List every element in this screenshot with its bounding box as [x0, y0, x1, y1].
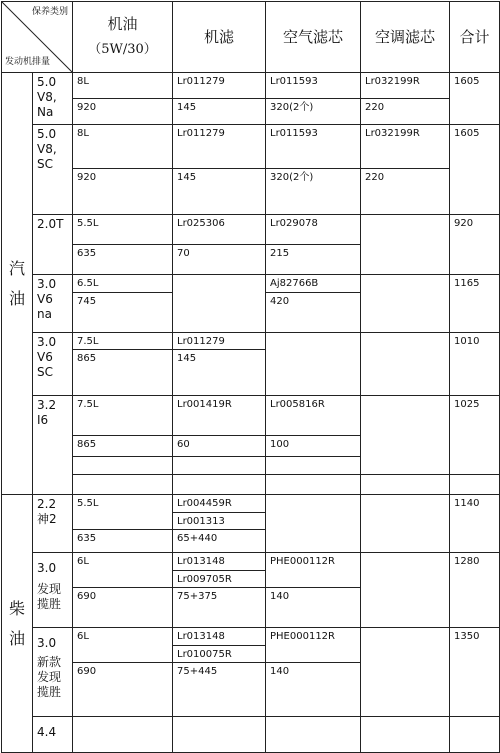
oil-price-cell: 865: [73, 350, 173, 396]
oil-cell: 8L: [73, 73, 173, 99]
table-row: [2, 396, 500, 436]
oil-filter-cell: Lr001419R: [173, 396, 266, 436]
ac-filter-cell: [361, 495, 450, 553]
header-corner-cell: [2, 2, 73, 73]
oil-filter-cell: Lr011279: [173, 73, 266, 99]
oil-cell: 6.5L: [73, 275, 173, 293]
oil-price-cell: 635: [73, 530, 173, 553]
engine-line: 3.0: [37, 277, 57, 291]
air-filter-cell: Lr011593: [266, 125, 361, 169]
header-oil: [73, 2, 173, 73]
engine-line: 3.0: [37, 561, 57, 575]
oil-filter-cell: Lr011279: [173, 333, 266, 350]
engine-line: 新款: [37, 655, 62, 669]
oil-filter-cell: [173, 275, 266, 333]
ac-filter-price-cell: 220: [361, 169, 450, 215]
ac-filter-cell: Lr032199R: [361, 73, 450, 99]
oil-cell: 7.5L: [73, 396, 173, 436]
table-row: [2, 125, 500, 169]
oil-filter-cell: Lr010075R: [173, 646, 266, 663]
fuel-gasoline-cell: [2, 73, 33, 495]
total-cell: 1605: [450, 125, 500, 215]
engine-line: 5.0: [37, 75, 57, 89]
header-oil-filter: 机滤: [173, 2, 266, 73]
ac-filter-cell: [361, 553, 450, 628]
oil-filter-cell: Lr004459R: [173, 495, 266, 513]
oil-filter-price-cell: 145: [173, 350, 266, 396]
engine-line: 5.0: [37, 127, 57, 141]
table-row: [2, 73, 500, 99]
parts-price-sheet: [0, 1, 500, 753]
oil-price-cell: 635: [73, 245, 173, 275]
table-row: [2, 495, 500, 513]
air-filter-cell: [266, 333, 361, 396]
fuel-diesel-char-2: 油: [8, 628, 25, 648]
engine-line: V6: [37, 350, 53, 364]
air-filter-cell: [266, 495, 361, 553]
engine-line: I6: [37, 413, 49, 427]
corner-top-label: 保养类别: [31, 7, 68, 17]
table-row: [2, 717, 500, 753]
total-cell: 1025: [450, 396, 500, 475]
engine-line: 发现: [37, 670, 62, 684]
engine-cell: [33, 495, 73, 553]
oil-price-cell: 865: [73, 436, 173, 457]
table-row: [2, 628, 500, 646]
table-row: [2, 275, 500, 293]
engine-line: SC: [37, 365, 53, 379]
table-row: [2, 99, 500, 125]
engine-cell: [33, 275, 73, 333]
empty-cell: [173, 717, 266, 753]
engine-line: 神2: [37, 512, 57, 526]
oil-price-cell: 920: [73, 99, 173, 125]
ac-filter-cell: [361, 275, 450, 333]
ac-filter-cell: Lr032199R: [361, 125, 450, 169]
empty-cell: [73, 717, 173, 753]
oil-filter-price-cell: 70: [173, 245, 266, 275]
total-cell: 1165: [450, 275, 500, 333]
table-row: [2, 215, 500, 245]
oil-filter-cell: Lr013148: [173, 628, 266, 646]
engine-line: SC: [37, 157, 53, 171]
air-filter-cell: PHE000112R: [266, 553, 361, 588]
header-air-filter: 空气滤芯: [266, 2, 361, 73]
air-filter-price-cell: 140: [266, 663, 361, 717]
total-cell: 1280: [450, 553, 500, 628]
oil-filter-price-cell: 65+440: [173, 530, 266, 553]
air-filter-price-cell: 420: [266, 293, 361, 333]
engine-line: 2.2: [37, 497, 57, 511]
air-filter-cell: Lr011593: [266, 73, 361, 99]
ac-filter-price-cell: 220: [361, 99, 450, 125]
engine-line: V8,: [37, 90, 57, 104]
corner-bottom-label: 发动机排量: [5, 57, 51, 67]
engine-line: 4.4: [37, 725, 57, 739]
engine-line: 揽胜: [37, 597, 62, 611]
ac-filter-cell: [361, 333, 450, 396]
ac-filter-cell: [361, 628, 450, 717]
empty-cell: [266, 457, 361, 475]
maintenance-table: [1, 1, 500, 753]
air-filter-price-cell: 215: [266, 245, 361, 275]
engine-line: 发现: [37, 582, 62, 596]
fuel-gasoline-char-2: 油: [8, 288, 25, 308]
total-cell: 920: [450, 215, 500, 275]
engine-line: V8,: [37, 142, 57, 156]
oil-cell: 6L: [73, 628, 173, 663]
header-oil-title: 机油: [107, 15, 138, 33]
total-cell: 1010: [450, 333, 500, 396]
engine-cell: [33, 396, 73, 495]
table-row: [2, 475, 500, 495]
air-filter-price-cell: 140: [266, 588, 361, 628]
engine-line: Na: [37, 105, 54, 119]
header-ac-filter: 空调滤芯: [361, 2, 450, 73]
empty-cell: [266, 475, 361, 495]
table-row: [2, 553, 500, 571]
engine-cell: [33, 73, 73, 125]
empty-cell: [73, 457, 173, 475]
engine-line: 3.2: [37, 398, 57, 412]
engine-cell: [33, 125, 73, 215]
oil-cell: 5.5L: [73, 495, 173, 530]
engine-cell: [33, 553, 73, 628]
header-total: 合计: [450, 2, 500, 73]
oil-price-cell: 690: [73, 663, 173, 717]
oil-filter-cell: Lr009705R: [173, 571, 266, 588]
oil-cell: 5.5L: [73, 215, 173, 245]
oil-filter-cell: Lr001313: [173, 513, 266, 530]
air-filter-cell: Lr005816R: [266, 396, 361, 436]
fuel-gasoline-char-1: 汽: [8, 258, 25, 278]
engine-line: na: [37, 307, 52, 321]
oil-price-cell: 920: [73, 169, 173, 215]
oil-filter-cell: Lr025306: [173, 215, 266, 245]
oil-filter-price-cell: 75+375: [173, 588, 266, 628]
empty-cell: [450, 717, 500, 753]
empty-cell: [73, 475, 173, 495]
fuel-diesel-char-1: 柴: [8, 598, 25, 618]
ac-filter-cell: [361, 396, 450, 475]
air-filter-price-cell: 100: [266, 436, 361, 457]
oil-price-cell: 690: [73, 588, 173, 628]
ac-filter-cell: [361, 215, 450, 275]
empty-cell: [361, 717, 450, 753]
oil-filter-price-cell: 60: [173, 436, 266, 457]
oil-price-cell: 745: [73, 293, 173, 333]
oil-filter-price-cell: 75+445: [173, 663, 266, 717]
total-cell: 1605: [450, 73, 500, 125]
empty-cell: [361, 475, 450, 495]
air-filter-price-cell: 320(2个): [266, 169, 361, 215]
engine-cell: [33, 215, 73, 275]
empty-cell: [173, 457, 266, 475]
empty-cell: [450, 475, 500, 495]
air-filter-price-cell: 320(2个): [266, 99, 361, 125]
header-row: [2, 2, 500, 73]
engine-cell: [33, 717, 73, 753]
total-cell: 1350: [450, 628, 500, 717]
header-oil-spec: （5W/30）: [88, 42, 157, 57]
engine-cell: [33, 333, 73, 396]
engine-line: 2.0T: [37, 217, 64, 231]
engine-line: 揽胜: [37, 685, 62, 699]
table-row: [2, 333, 500, 350]
oil-filter-price-cell: 145: [173, 99, 266, 125]
engine-line: V6: [37, 292, 53, 306]
oil-cell: 8L: [73, 125, 173, 169]
engine-line: 3.0: [37, 335, 57, 349]
total-cell: 1140: [450, 495, 500, 553]
oil-filter-cell: Lr013148: [173, 553, 266, 571]
oil-cell: 7.5L: [73, 333, 173, 350]
air-filter-cell: Aj82766B: [266, 275, 361, 293]
empty-cell: [173, 475, 266, 495]
fuel-diesel-cell: [2, 495, 33, 753]
oil-filter-cell: Lr011279: [173, 125, 266, 169]
empty-cell: [266, 717, 361, 753]
engine-line: 3.0: [37, 636, 57, 650]
air-filter-cell: PHE000112R: [266, 628, 361, 663]
oil-filter-price-cell: 145: [173, 169, 266, 215]
air-filter-cell: Lr029078: [266, 215, 361, 245]
oil-cell: 6L: [73, 553, 173, 588]
engine-cell: [33, 628, 73, 717]
table-row: [2, 169, 500, 215]
